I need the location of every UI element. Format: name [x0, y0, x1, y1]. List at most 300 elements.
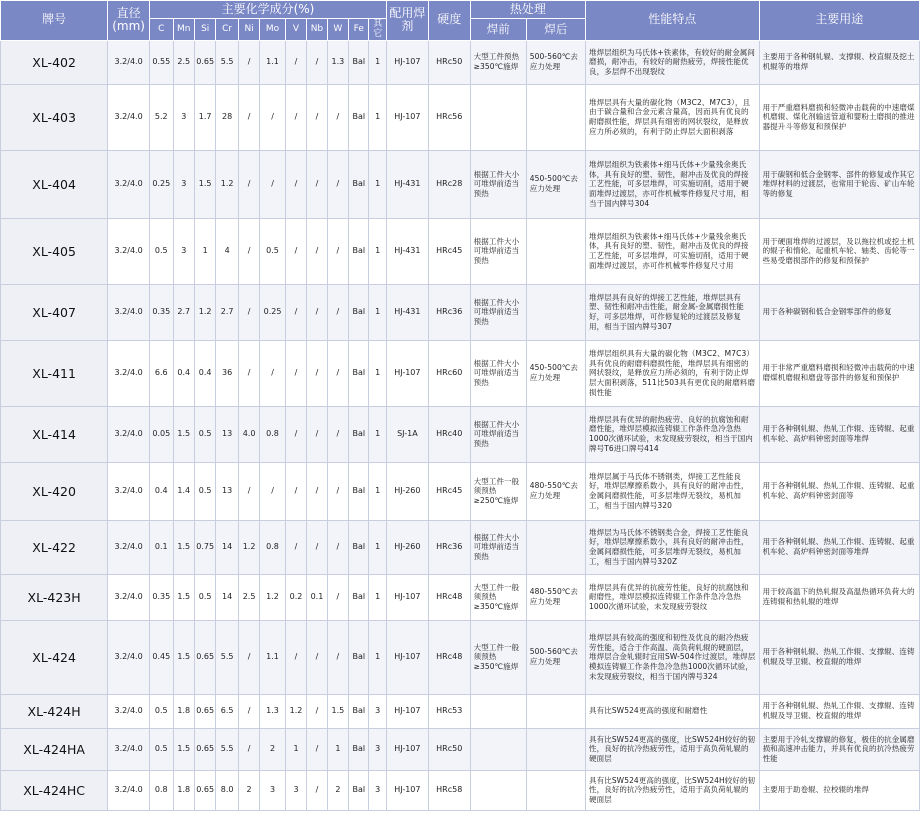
pre-weld-cell: 根据工件大小可堆焊前适当预热 [470, 218, 526, 284]
composition-cell: / [307, 218, 327, 284]
composition-cell: 1.3 [327, 40, 348, 84]
post-weld-cell: 480-550℃去应力处理 [526, 574, 585, 620]
composition-cell: 1.7 [194, 84, 215, 150]
composition-cell: 2.5 [238, 574, 259, 620]
composition-cell: 1.2 [260, 574, 286, 620]
post-weld-cell [526, 520, 585, 574]
flux-cell: HJ-107 [386, 728, 428, 770]
composition-cell: 1 [369, 462, 386, 520]
table-row [1, 284, 920, 340]
header-element: W [327, 19, 348, 41]
flux-cell: HJ-107 [386, 770, 428, 810]
composition-cell: 0.35 [150, 574, 173, 620]
header-flux: 配用焊剂 [386, 1, 428, 41]
hardness-cell: HRc36 [428, 284, 470, 340]
header-element: Fe [349, 19, 369, 41]
applications-cell: 用于碳钢和低合金钢零、部件的修复或作其它堆焊材料的过渡层，也常用于轮齿、矿山车轮等的修复 [759, 150, 919, 218]
applications-cell: 用于较高温下的热轧辊及高温热循环负荷大的连铸辊和热轧辊的堆焊 [759, 574, 919, 620]
features-cell: 堆焊层为马氏体不锈钢类合金，焊接工艺性能良好，堆焊层摩擦系数小，具有良好的耐冲击性，金属间磨损性能，可多层堆焊无裂纹，易机加工，相当于国内牌号320Z [586, 520, 760, 574]
composition-cell: 1 [369, 40, 386, 84]
post-weld-cell [526, 694, 585, 728]
header-grade: 牌号 [1, 1, 108, 41]
composition-cell: 1 [285, 728, 306, 770]
composition-cell: 0.5 [194, 462, 215, 520]
composition-cell: 13 [216, 462, 238, 520]
composition-cell: 0.55 [150, 40, 173, 84]
composition-cell: 1.1 [260, 40, 286, 84]
grade-cell: XL-414 [1, 406, 108, 462]
composition-cell: 0.5 [150, 728, 173, 770]
composition-cell: / [238, 728, 259, 770]
pre-weld-cell: 根据工件大小可堆焊前适当预热 [470, 520, 526, 574]
post-weld-cell: 450-500℃去应力处理 [526, 150, 585, 218]
composition-cell: / [285, 406, 306, 462]
header-element: Si [194, 19, 215, 41]
composition-cell: 3 [173, 218, 194, 284]
composition-cell: Bal [349, 520, 369, 574]
pre-weld-cell: 大型工件一般须预热≥350℃施焊 [470, 620, 526, 694]
composition-cell: 0.1 [150, 520, 173, 574]
flux-cell: HJ-431 [386, 284, 428, 340]
composition-cell: 0.05 [150, 406, 173, 462]
composition-cell: 13 [216, 406, 238, 462]
features-cell: 具有比SW524更高的强度，比SW524H较好的韧性，良好的抗冷热疲劳性，适用于高负荷轧辊的硬面层 [586, 770, 760, 810]
composition-cell: 1.8 [173, 770, 194, 810]
features-cell: 堆焊层组织具有大量的碳化物（M3C2、M7C3）具有优良的耐磨料磨损性能，堆焊层具有细密的网状裂纹，是释放应力所必须的，有利于防止焊层大面积剥落，511比503具有更优良的耐磨料磨损性能 [586, 340, 760, 406]
header-post-weld: 焊后 [526, 19, 585, 41]
header-features: 性能特点 [586, 1, 760, 41]
composition-cell: 1 [369, 574, 386, 620]
post-weld-cell: 500-560℃去应力处理 [526, 40, 585, 84]
composition-cell: Bal [349, 340, 369, 406]
composition-cell: 1 [327, 728, 348, 770]
flux-cell: HJ-107 [386, 340, 428, 406]
composition-cell: / [327, 406, 348, 462]
composition-cell: 5.5 [216, 728, 238, 770]
hardness-cell: HRc36 [428, 520, 470, 574]
composition-cell: / [238, 620, 259, 694]
table-row [1, 340, 920, 406]
pre-weld-cell: 根据工件大小可堆焊前适当预热 [470, 340, 526, 406]
table-row [1, 770, 920, 810]
table-row [1, 218, 920, 284]
composition-cell: / [307, 462, 327, 520]
composition-cell: 0.35 [150, 284, 173, 340]
composition-cell: / [285, 284, 306, 340]
pre-weld-cell: 大型工件一般须预热≥350℃施焊 [470, 574, 526, 620]
composition-cell: / [327, 574, 348, 620]
header-composition: 主要化学成分(%) [150, 1, 387, 19]
grade-cell: XL-403 [1, 84, 108, 150]
composition-cell: 36 [216, 340, 238, 406]
composition-cell: 1.5 [327, 694, 348, 728]
flux-cell: HJ-260 [386, 462, 428, 520]
applications-cell: 主要用于各种钢轧辊、支撑辊、校直辊及挖土机辊等的堆焊 [759, 40, 919, 84]
applications-cell: 用于各种钢轧辊、热轧工作辊、连铸辊、起重机车轮、高炉料钟密封面等 [759, 462, 919, 520]
composition-cell: / [285, 40, 306, 84]
composition-cell: Bal [349, 728, 369, 770]
composition-cell: Bal [349, 40, 369, 84]
composition-cell: 0.2 [285, 574, 306, 620]
post-weld-cell [526, 84, 585, 150]
header-element: Ni [238, 19, 259, 41]
table-header [1, 1, 920, 41]
composition-cell: 1.4 [173, 462, 194, 520]
composition-cell: / [327, 520, 348, 574]
post-weld-cell: 480-550℃去应力处理 [526, 462, 585, 520]
grade-cell: XL-422 [1, 520, 108, 574]
composition-cell: 1.3 [260, 694, 286, 728]
composition-cell: 0.5 [194, 574, 215, 620]
composition-cell: / [307, 84, 327, 150]
flux-cell: SJ-1A [386, 406, 428, 462]
features-cell: 具有比SW524更高的强度和耐磨性 [586, 694, 760, 728]
applications-cell: 主要用于助卷辊、拉校辊的堆焊 [759, 770, 919, 810]
composition-cell: / [307, 620, 327, 694]
post-weld-cell [526, 770, 585, 810]
diameter-cell: 3.2/4.0 [108, 406, 150, 462]
composition-cell: / [285, 218, 306, 284]
grade-cell: XL-407 [1, 284, 108, 340]
composition-cell: 2 [260, 728, 286, 770]
grade-cell: XL-404 [1, 150, 108, 218]
composition-cell: / [238, 284, 259, 340]
hardness-cell: HRc53 [428, 694, 470, 728]
grade-cell: XL-405 [1, 218, 108, 284]
composition-cell: / [260, 150, 286, 218]
composition-cell: 0.5 [260, 218, 286, 284]
applications-cell: 用于各种钢轧辊、热轧工作辊、支撑辊、连铸机辊及导卫辊、校直辊的堆焊 [759, 694, 919, 728]
applications-cell: 用于非常严重磨料磨损和轻微冲击载荷的中速磨煤机磨辊和磨盘等部件的修复和预保护 [759, 340, 919, 406]
composition-cell: 1.5 [173, 406, 194, 462]
composition-cell: / [327, 462, 348, 520]
composition-cell: / [260, 340, 286, 406]
post-weld-cell [526, 406, 585, 462]
composition-cell: 0.45 [150, 620, 173, 694]
composition-cell: 1 [369, 150, 386, 218]
grade-cell: XL-411 [1, 340, 108, 406]
header-element: C [150, 19, 173, 41]
composition-cell: 1.2 [285, 694, 306, 728]
composition-cell: 1.5 [194, 150, 215, 218]
composition-cell: / [327, 284, 348, 340]
composition-cell: 2.5 [173, 40, 194, 84]
composition-cell: Bal [349, 218, 369, 284]
hardness-cell: HRc50 [428, 40, 470, 84]
header-element: Mn [173, 19, 194, 41]
diameter-cell: 3.2/4.0 [108, 462, 150, 520]
composition-cell: 2.7 [173, 284, 194, 340]
applications-cell: 用于硬面堆焊的过渡层，及以拖拉机或挖土机的辊子和惰轮、起重机车轮、轴类、齿轮等一些易受磨损部件的修复和预保护 [759, 218, 919, 284]
table-row [1, 520, 920, 574]
pre-weld-cell: 根据工件大小可堆焊前适当预热 [470, 284, 526, 340]
grade-cell: XL-423H [1, 574, 108, 620]
composition-cell: 0.75 [194, 520, 215, 574]
flux-cell: HJ-107 [386, 620, 428, 694]
hardness-cell: HRc50 [428, 728, 470, 770]
table-row [1, 728, 920, 770]
composition-cell: Bal [349, 620, 369, 694]
composition-cell: / [285, 462, 306, 520]
composition-cell: / [285, 340, 306, 406]
composition-cell: 1.2 [238, 520, 259, 574]
hardness-cell: HRc60 [428, 340, 470, 406]
diameter-cell: 3.2/4.0 [108, 284, 150, 340]
composition-cell: 5.5 [216, 620, 238, 694]
flux-cell: HJ-107 [386, 40, 428, 84]
flux-cell: HJ-107 [386, 574, 428, 620]
post-weld-cell [526, 218, 585, 284]
composition-cell: 2 [238, 770, 259, 810]
pre-weld-cell: 大型工件一般须预热≥250℃施焊 [470, 462, 526, 520]
diameter-cell: 3.2/4.0 [108, 218, 150, 284]
composition-cell: 1 [369, 284, 386, 340]
hardness-cell: HRc56 [428, 84, 470, 150]
composition-cell: 14 [216, 574, 238, 620]
composition-cell: / [307, 150, 327, 218]
composition-cell: 0.25 [260, 284, 286, 340]
diameter-cell: 3.2/4.0 [108, 728, 150, 770]
composition-cell: 1 [369, 620, 386, 694]
composition-cell: 0.65 [194, 694, 215, 728]
header-element: Cr [216, 19, 238, 41]
header-diameter: 直径 (mm) [108, 1, 150, 41]
hardness-cell: HRc45 [428, 462, 470, 520]
composition-cell: 5.5 [216, 40, 238, 84]
grade-cell: XL-420 [1, 462, 108, 520]
composition-cell: 14 [216, 520, 238, 574]
features-cell: 堆焊层具有良好的焊接工艺性能，堆焊层具有塑、韧性和耐冲击性能，耐金属-金属磨损性能好，可多层堆焊，可作修复轮的过渡层及修复用，相当于国内牌号307 [586, 284, 760, 340]
diameter-cell: 3.2/4.0 [108, 770, 150, 810]
header-pre-weld: 焊前 [470, 19, 526, 41]
composition-cell: 1.5 [173, 620, 194, 694]
composition-cell: 0.8 [150, 770, 173, 810]
header-element: 其它 [369, 19, 386, 41]
hardness-cell: HRc58 [428, 770, 470, 810]
pre-weld-cell [470, 694, 526, 728]
applications-cell: 用于严重磨料磨损和轻微冲击载荷的中速磨煤机磨辊、煤化剂输送管道和婴粉土磨损的推进器提升斗等修复和预保护 [759, 84, 919, 150]
composition-cell: Bal [349, 406, 369, 462]
composition-cell: 0.5 [150, 218, 173, 284]
post-weld-cell [526, 284, 585, 340]
composition-cell: 0.4 [173, 340, 194, 406]
composition-cell: 0.65 [194, 620, 215, 694]
composition-cell: / [285, 520, 306, 574]
composition-cell: / [307, 40, 327, 84]
composition-cell: 0.1 [307, 574, 327, 620]
post-weld-cell [526, 728, 585, 770]
table-row [1, 694, 920, 728]
composition-cell: / [260, 84, 286, 150]
features-cell: 堆焊层属于马氏体不锈钢类，焊接工艺性能良好，堆焊层摩擦系数小，具有良好的耐冲击性，金属间磨损性能，可多层堆焊无裂纹，易机加工，相当于国内牌号320 [586, 462, 760, 520]
composition-cell: 5.2 [150, 84, 173, 150]
composition-cell: / [238, 150, 259, 218]
pre-weld-cell [470, 728, 526, 770]
composition-cell: 3 [285, 770, 306, 810]
composition-cell: 1 [369, 406, 386, 462]
applications-cell: 用于各种钢轧辊、热轧工作辊、连铸辊、起重机车轮、高炉料钟密封面等堆焊 [759, 520, 919, 574]
features-cell: 堆焊层具有较高的强度和韧性及优良的耐冷热疲劳性能，适合于作高温、高负荷轧辊的硬面层，堆焊层合金轧辊时宜用SW-504作过渡层，堆焊层模拟连铸辊工作条件急冷急热1000次循环试验，未发现疲劳裂纹，相当于国内牌号324 [586, 620, 760, 694]
header-heat-treatment: 热处理 [470, 1, 585, 19]
composition-cell: / [238, 40, 259, 84]
header-element: V [285, 19, 306, 41]
composition-cell: 1 [369, 218, 386, 284]
composition-cell: / [307, 694, 327, 728]
composition-cell: 1 [369, 84, 386, 150]
composition-cell: 0.8 [260, 520, 286, 574]
composition-cell: 4.0 [238, 406, 259, 462]
composition-cell: 28 [216, 84, 238, 150]
composition-cell: 1.8 [173, 694, 194, 728]
pre-weld-cell: 大型工件预热≥350℃施焊 [470, 40, 526, 84]
pre-weld-cell: 根据工件大小可堆焊前适当预热 [470, 150, 526, 218]
composition-cell: 2 [327, 770, 348, 810]
composition-cell: 3 [173, 84, 194, 150]
flux-cell: HJ-107 [386, 694, 428, 728]
composition-cell: Bal [349, 284, 369, 340]
composition-cell: 4 [216, 218, 238, 284]
composition-cell: / [327, 84, 348, 150]
table-row [1, 620, 920, 694]
grade-cell: XL-424 [1, 620, 108, 694]
applications-cell: 用于各种碳钢和低合金钢零部件的修复 [759, 284, 919, 340]
table-row [1, 462, 920, 520]
features-cell: 堆焊层组织为铁素体+细马氏体+少量残余奥氏体，具有良好的塑、韧性，耐冲击及优良的焊接工艺性能，可多层堆焊，可实施切削，适用于硬面堆焊过渡层，亦可作机械零件修复尺寸用 [586, 218, 760, 284]
composition-cell: / [238, 462, 259, 520]
composition-cell: / [307, 770, 327, 810]
diameter-cell: 3.2/4.0 [108, 620, 150, 694]
composition-cell: / [238, 84, 259, 150]
table-row [1, 84, 920, 150]
table-row [1, 406, 920, 462]
composition-cell: / [327, 340, 348, 406]
diameter-cell: 3.2/4.0 [108, 520, 150, 574]
diameter-cell: 3.2/4.0 [108, 150, 150, 218]
header-hardness: 硬度 [428, 1, 470, 41]
composition-cell: 0.5 [150, 694, 173, 728]
header-element: Mo [260, 19, 286, 41]
composition-cell: / [327, 150, 348, 218]
composition-cell: 1 [369, 520, 386, 574]
composition-cell: / [307, 340, 327, 406]
composition-cell: 6.5 [216, 694, 238, 728]
composition-cell: 1.5 [173, 520, 194, 574]
flux-cell: HJ-260 [386, 520, 428, 574]
post-weld-cell: 450-500℃去应力处理 [526, 340, 585, 406]
composition-cell: 1.5 [173, 574, 194, 620]
composition-cell: 0.8 [260, 406, 286, 462]
composition-cell: / [327, 218, 348, 284]
composition-cell: 2.7 [216, 284, 238, 340]
features-cell: 堆焊层组织为铁素体+细马氏体+少量残余奥氏体，具有良好的塑、韧性，耐冲击及优良的焊接工艺性能，可多层堆焊，可实施切削，适用于硬面堆焊过渡层，亦可作机械零件修复尺寸用，相当于国内牌号304 [586, 150, 760, 218]
table-row [1, 574, 920, 620]
flux-cell: HJ-431 [386, 218, 428, 284]
composition-cell: / [327, 620, 348, 694]
features-cell: 堆焊层具有大量的碳化物（M3C2、M7C3），且由于碳合量和合金元素含量高，因而具有优良的耐磨损性能，焊层具有细密的网状裂纹，是释放应力所必须的，有利于防止焊层大面积剥落 [586, 84, 760, 150]
grade-cell: XL-424HA [1, 728, 108, 770]
hardness-cell: HRc48 [428, 574, 470, 620]
composition-cell: Bal [349, 462, 369, 520]
composition-cell: / [238, 340, 259, 406]
composition-cell: 1.5 [173, 728, 194, 770]
hardness-cell: HRc28 [428, 150, 470, 218]
composition-cell: Bal [349, 574, 369, 620]
composition-cell: / [238, 218, 259, 284]
composition-cell: / [238, 694, 259, 728]
applications-cell: 用于各种钢轧辊、热轧工作辊、支撑辊、连铸机辊及导卫辊、校直辊的堆焊 [759, 620, 919, 694]
composition-cell: 1 [369, 340, 386, 406]
hardness-cell: HRc48 [428, 620, 470, 694]
composition-cell: / [285, 84, 306, 150]
diameter-cell: 3.2/4.0 [108, 40, 150, 84]
diameter-cell: 3.2/4.0 [108, 340, 150, 406]
hardness-cell: HRc45 [428, 218, 470, 284]
composition-cell: / [307, 728, 327, 770]
composition-cell: 0.65 [194, 770, 215, 810]
composition-cell: 0.5 [194, 406, 215, 462]
pre-weld-cell [470, 770, 526, 810]
composition-cell: 0.65 [194, 40, 215, 84]
composition-cell: 0.25 [150, 150, 173, 218]
grade-cell: XL-424HC [1, 770, 108, 810]
header-element: Nb [307, 19, 327, 41]
diameter-cell: 3.2/4.0 [108, 574, 150, 620]
diameter-cell: 3.2/4.0 [108, 694, 150, 728]
hardness-cell: HRc40 [428, 406, 470, 462]
composition-cell: 1.2 [216, 150, 238, 218]
composition-cell: 0.65 [194, 728, 215, 770]
table-row [1, 150, 920, 218]
applications-cell: 主要用于冷轧支撑辊的修复，极佳的抗金属磨损和高速冲击能力，并具有优良的抗冷热疲劳性能 [759, 728, 919, 770]
flux-cell: HJ-431 [386, 150, 428, 218]
composition-cell: 6.6 [150, 340, 173, 406]
post-weld-cell: 500-560℃去应力处理 [526, 620, 585, 694]
composition-cell: / [307, 284, 327, 340]
features-cell: 堆焊层具有优异的抗疲劳性能，良好的抗腐蚀和耐磨性，堆焊层模拟连铸辊工作条件急冷急热1000次循环试验，未发现疲劳裂纹 [586, 574, 760, 620]
table-row [1, 40, 920, 84]
composition-cell: 8.0 [216, 770, 238, 810]
composition-cell: 1 [194, 218, 215, 284]
pre-weld-cell: 根据工件大小可堆焊前适当预热 [470, 406, 526, 462]
composition-cell: 3 [260, 770, 286, 810]
composition-cell: / [307, 406, 327, 462]
composition-cell: Bal [349, 770, 369, 810]
features-cell: 堆焊层组织为马氏体+铁素体，有较好的耐金属间磨损，耐冲击，有较好的耐热疲劳，焊接性能优良，多层焊不出现裂纹 [586, 40, 760, 84]
composition-cell: Bal [349, 150, 369, 218]
composition-cell: Bal [349, 694, 369, 728]
composition-cell: 1.2 [194, 284, 215, 340]
composition-cell: / [307, 520, 327, 574]
composition-cell: 3 [369, 694, 386, 728]
pre-weld-cell [470, 84, 526, 150]
applications-cell: 用于各种钢轧辊、热轧工作辊、连铸辊、起重机车轮、高炉料钟密封面等堆焊 [759, 406, 919, 462]
composition-cell: 3 [369, 728, 386, 770]
grade-cell: XL-424H [1, 694, 108, 728]
grade-cell: XL-402 [1, 40, 108, 84]
composition-cell: 0.4 [150, 462, 173, 520]
composition-cell: 3 [369, 770, 386, 810]
composition-cell: / [285, 150, 306, 218]
composition-cell: / [260, 462, 286, 520]
features-cell: 具有比SW524更高的强度，比SW524H较好的韧性，良好的抗冷热疲劳性，适用于高负荷轧辊的硬面层 [586, 728, 760, 770]
features-cell: 堆焊层具有优异的耐热疲劳、良好的抗腐蚀和耐磨性能，堆焊层模拟连铸辊工作条件急冷急热1000次循环试验，未发现疲劳裂纹，相当于国内牌号T6进口牌号414 [586, 406, 760, 462]
composition-cell: Bal [349, 84, 369, 150]
table-body [1, 40, 920, 810]
composition-cell: / [285, 620, 306, 694]
flux-cell: HJ-107 [386, 84, 428, 150]
header-applications: 主要用途 [759, 1, 919, 41]
composition-cell: 3 [173, 150, 194, 218]
